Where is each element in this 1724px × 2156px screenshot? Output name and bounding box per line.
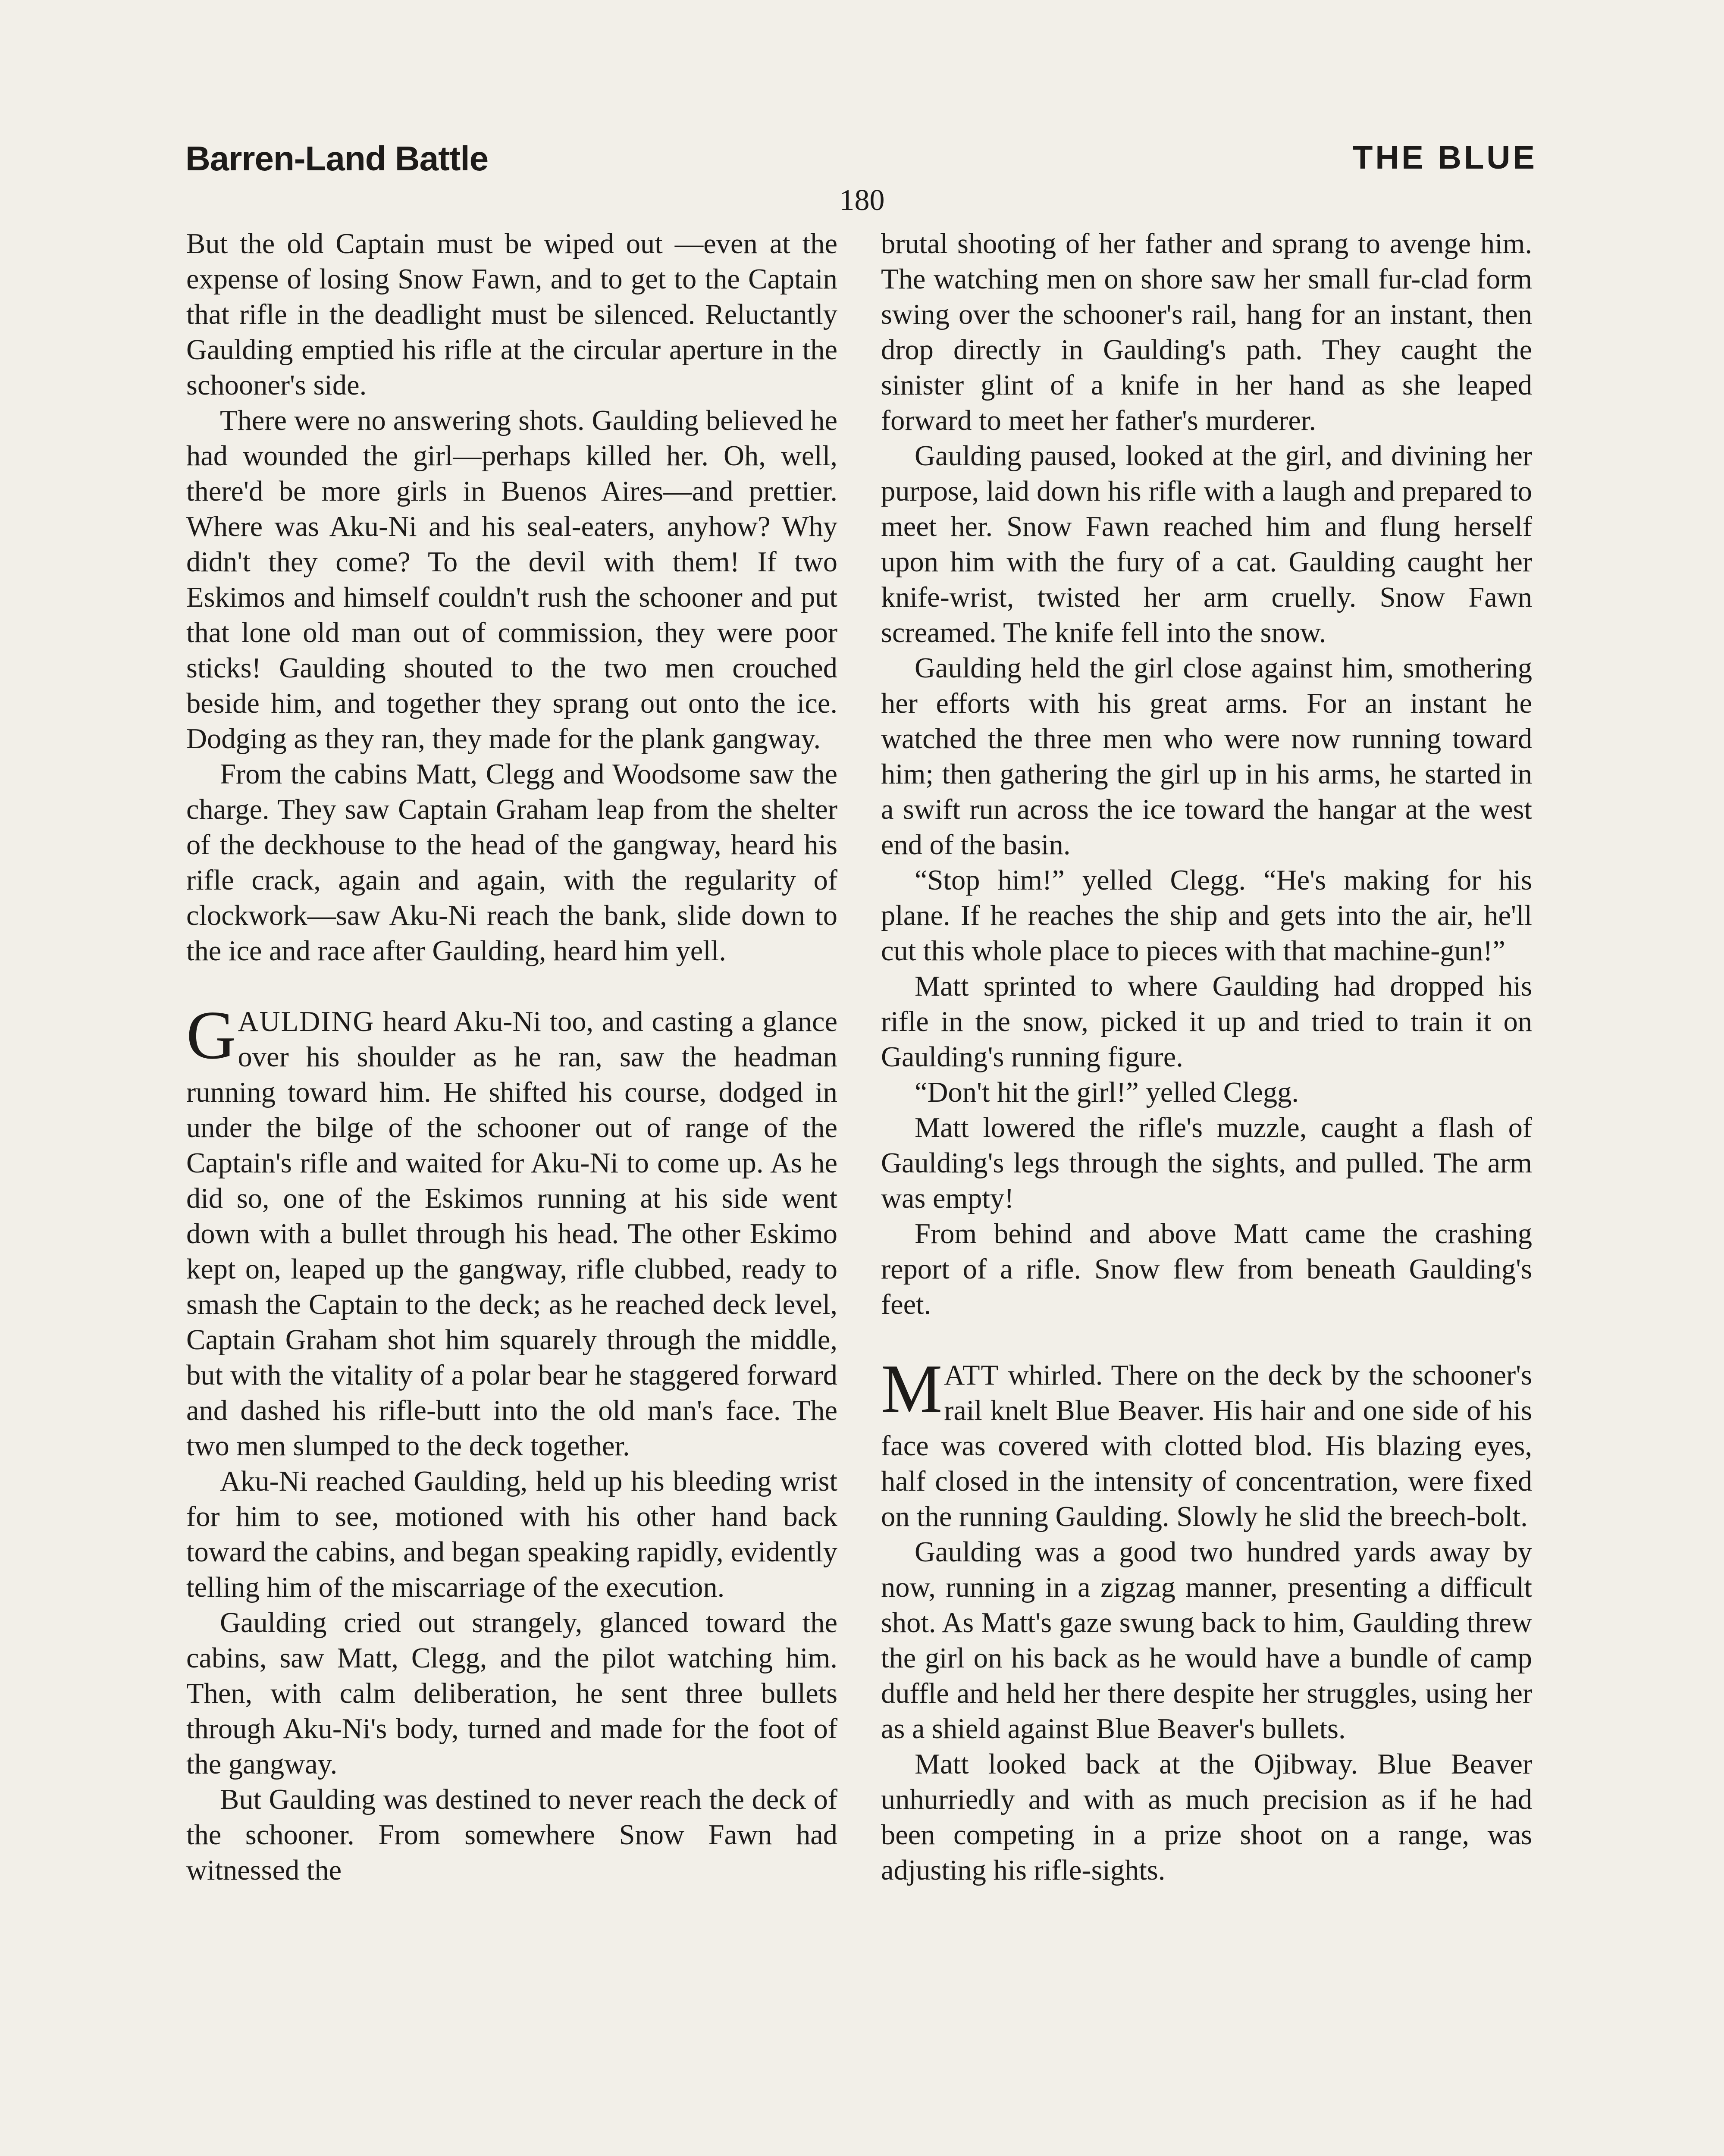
section-opening-paragraph — [881, 1350, 1532, 1535]
paragraph: brutal shooting of her father and sprang to avenge him. The watching men on shore saw her small fur-clad form swing over the schooner's rail, hang for an instant, then drop directly in Gaulding's path. They caught the sinister glint of a knife in her hand as she leaped forward to meet her father's murderer. — [881, 228, 1532, 436]
paragraph-text: whirled. There on the deck by the schooner's rail knelt Blue Beaver. His hair and one side of his face was covered with clotted blod. His blazing eyes, half closed in the intensity of concentration, were fixed on the running Gaulding. Slowly he slid the breech-bolt. — [881, 1360, 1532, 1532]
drop-cap: M — [881, 1350, 943, 1427]
paragraph: Gaulding was a good two hundred yards away by now, running in a zigzag manner, presenting a difficult shot. As Matt's gaze swung back to him, Gaulding threw the girl on his back as he would have a bundle of camp duffle and held her there despite her struggles, using her as a shield against Blue Beaver's bullets. — [881, 1536, 1532, 1745]
running-header — [185, 139, 1537, 186]
paragraph: From behind and above Matt came the crashing report of a rifle. Snow flew from beneath Gaulding's feet. — [881, 1218, 1532, 1320]
paragraph: Gaulding cried out strangely, glanced toward the cabins, saw Matt, Clegg, and the pilot watching him. Then, with calm deliberation, he sent three bullets through Aku-Ni's body, turned and made for the foot of the gangway. — [186, 1607, 837, 1780]
paragraph: “Stop him!” yelled Clegg. “He's making for his plane. If he reaches the ship and gets into the air, he'll cut this whole place to pieces with that machine-gun!” — [881, 865, 1532, 967]
paragraph: Gaulding paused, looked at the girl, and divining her purpose, laid down his rifle with a laugh and prepared to meet her. Snow Fawn reached him and flung herself upon him with the fury of a cat. Gaulding caught her knife-wrist, twisted her arm cruelly. Snow Fawn screamed. The knife fell into the snow. — [881, 440, 1532, 649]
small-caps-lead: AULDING — [238, 1006, 375, 1037]
paragraph-text: heard Aku-Ni too, and casting a glance over his shoulder as he ran, saw the headman running toward him. He shifted his course, dodged in under the bilge of the schooner out of range of the Captain's rifle and waited for Aku-Ni to come up. As he did so, one of the Eskimos running at his side went down with a bullet through his head. The other Eskimo kept on, leaped up the gangway, rifle clubbed, ready to smash the Captain to the deck; as he reached deck level, Captain Graham shot him squarely through the middle, but with the vitality of a polar bear he staggered forward and dashed his rifle-butt into the old man's face. The two men slumped to the deck together. — [186, 1006, 837, 1462]
paragraph: But the old Captain must be wiped out —even at the expense of losing Snow Fawn, and to get to the Captain that rifle in the deadlight must be silenced. Reluctantly Gaulding emptied his rifle at the circular aperture in the schooner's side. — [186, 228, 837, 401]
paragraph: Matt sprinted to where Gaulding had dropped his rifle in the snow, picked it up and tried to train it on Gaulding's running figure. — [881, 971, 1532, 1073]
paragraph: From the cabins Matt, Clegg and Woodsome saw the charge. They saw Captain Graham leap from the shelter of the deckhouse to the head of the gangway, heard his rifle crack, again and again, with the regularity of clockwork—saw Aku-Ni reach the bank, slide down to the ice and race after Gaulding, heard him yell. — [186, 758, 837, 967]
paragraph: “Don't hit the girl!” yelled Clegg. — [915, 1077, 1299, 1108]
paragraph: Gaulding held the girl close against him, smothering her efforts with his great arms. For an instant he watched the three men who were now running toward him; then gathering the girl up in his arms, he started in a swift run across the ice toward the hangar at the west end of the basin. — [881, 652, 1532, 861]
section-opening-paragraph — [186, 997, 837, 1464]
small-caps-lead: ATT — [944, 1360, 1000, 1391]
paragraph: But Gaulding was destined to never reach the deck of the schooner. From somewhere Snow Fawn had witnessed the — [186, 1784, 837, 1886]
page-number: 180 — [839, 184, 885, 217]
drop-cap: G — [186, 997, 236, 1073]
paragraph: Aku-Ni reached Gaulding, held up his bleeding wrist for him to see, motioned with his other hand back toward the cabins, and began speaking rapidly, evidently telling him of the miscarriage of the execution. — [186, 1466, 837, 1603]
story-title: Barren-Land Battle — [185, 139, 489, 178]
paragraph: Matt lowered the rifle's muzzle, caught a flash of Gaulding's legs through the sights, and pulled. The arm was empty! — [881, 1112, 1532, 1214]
text-column-left — [186, 226, 837, 2156]
paragraph: Matt looked back at the Ojibway. Blue Beaver unhurriedly and with as much precision as if he had been competing in a prize shoot on a range, was adjusting his rifle-sights. — [881, 1749, 1532, 1886]
paragraph: There were no answering shots. Gaulding believed he had wounded the girl—perhaps killed her. Oh, well, there'd be more girls in Buenos Aires—and prettier. Where was Aku-Ni and his seal-eaters, anyhow? Why didn't they come? To the devil with them! If two Eskimos and himself couldn't rush the schooner and put that lone old man out of commission, they were poor sticks! Gaulding shouted to the two men crouched beside him, and together they sprang out onto the ice. Dodging as they ran, they made for the plank gangway. — [186, 405, 837, 755]
text-column-right — [881, 226, 1532, 2156]
magazine-title: THE BLUE — [1353, 139, 1537, 176]
